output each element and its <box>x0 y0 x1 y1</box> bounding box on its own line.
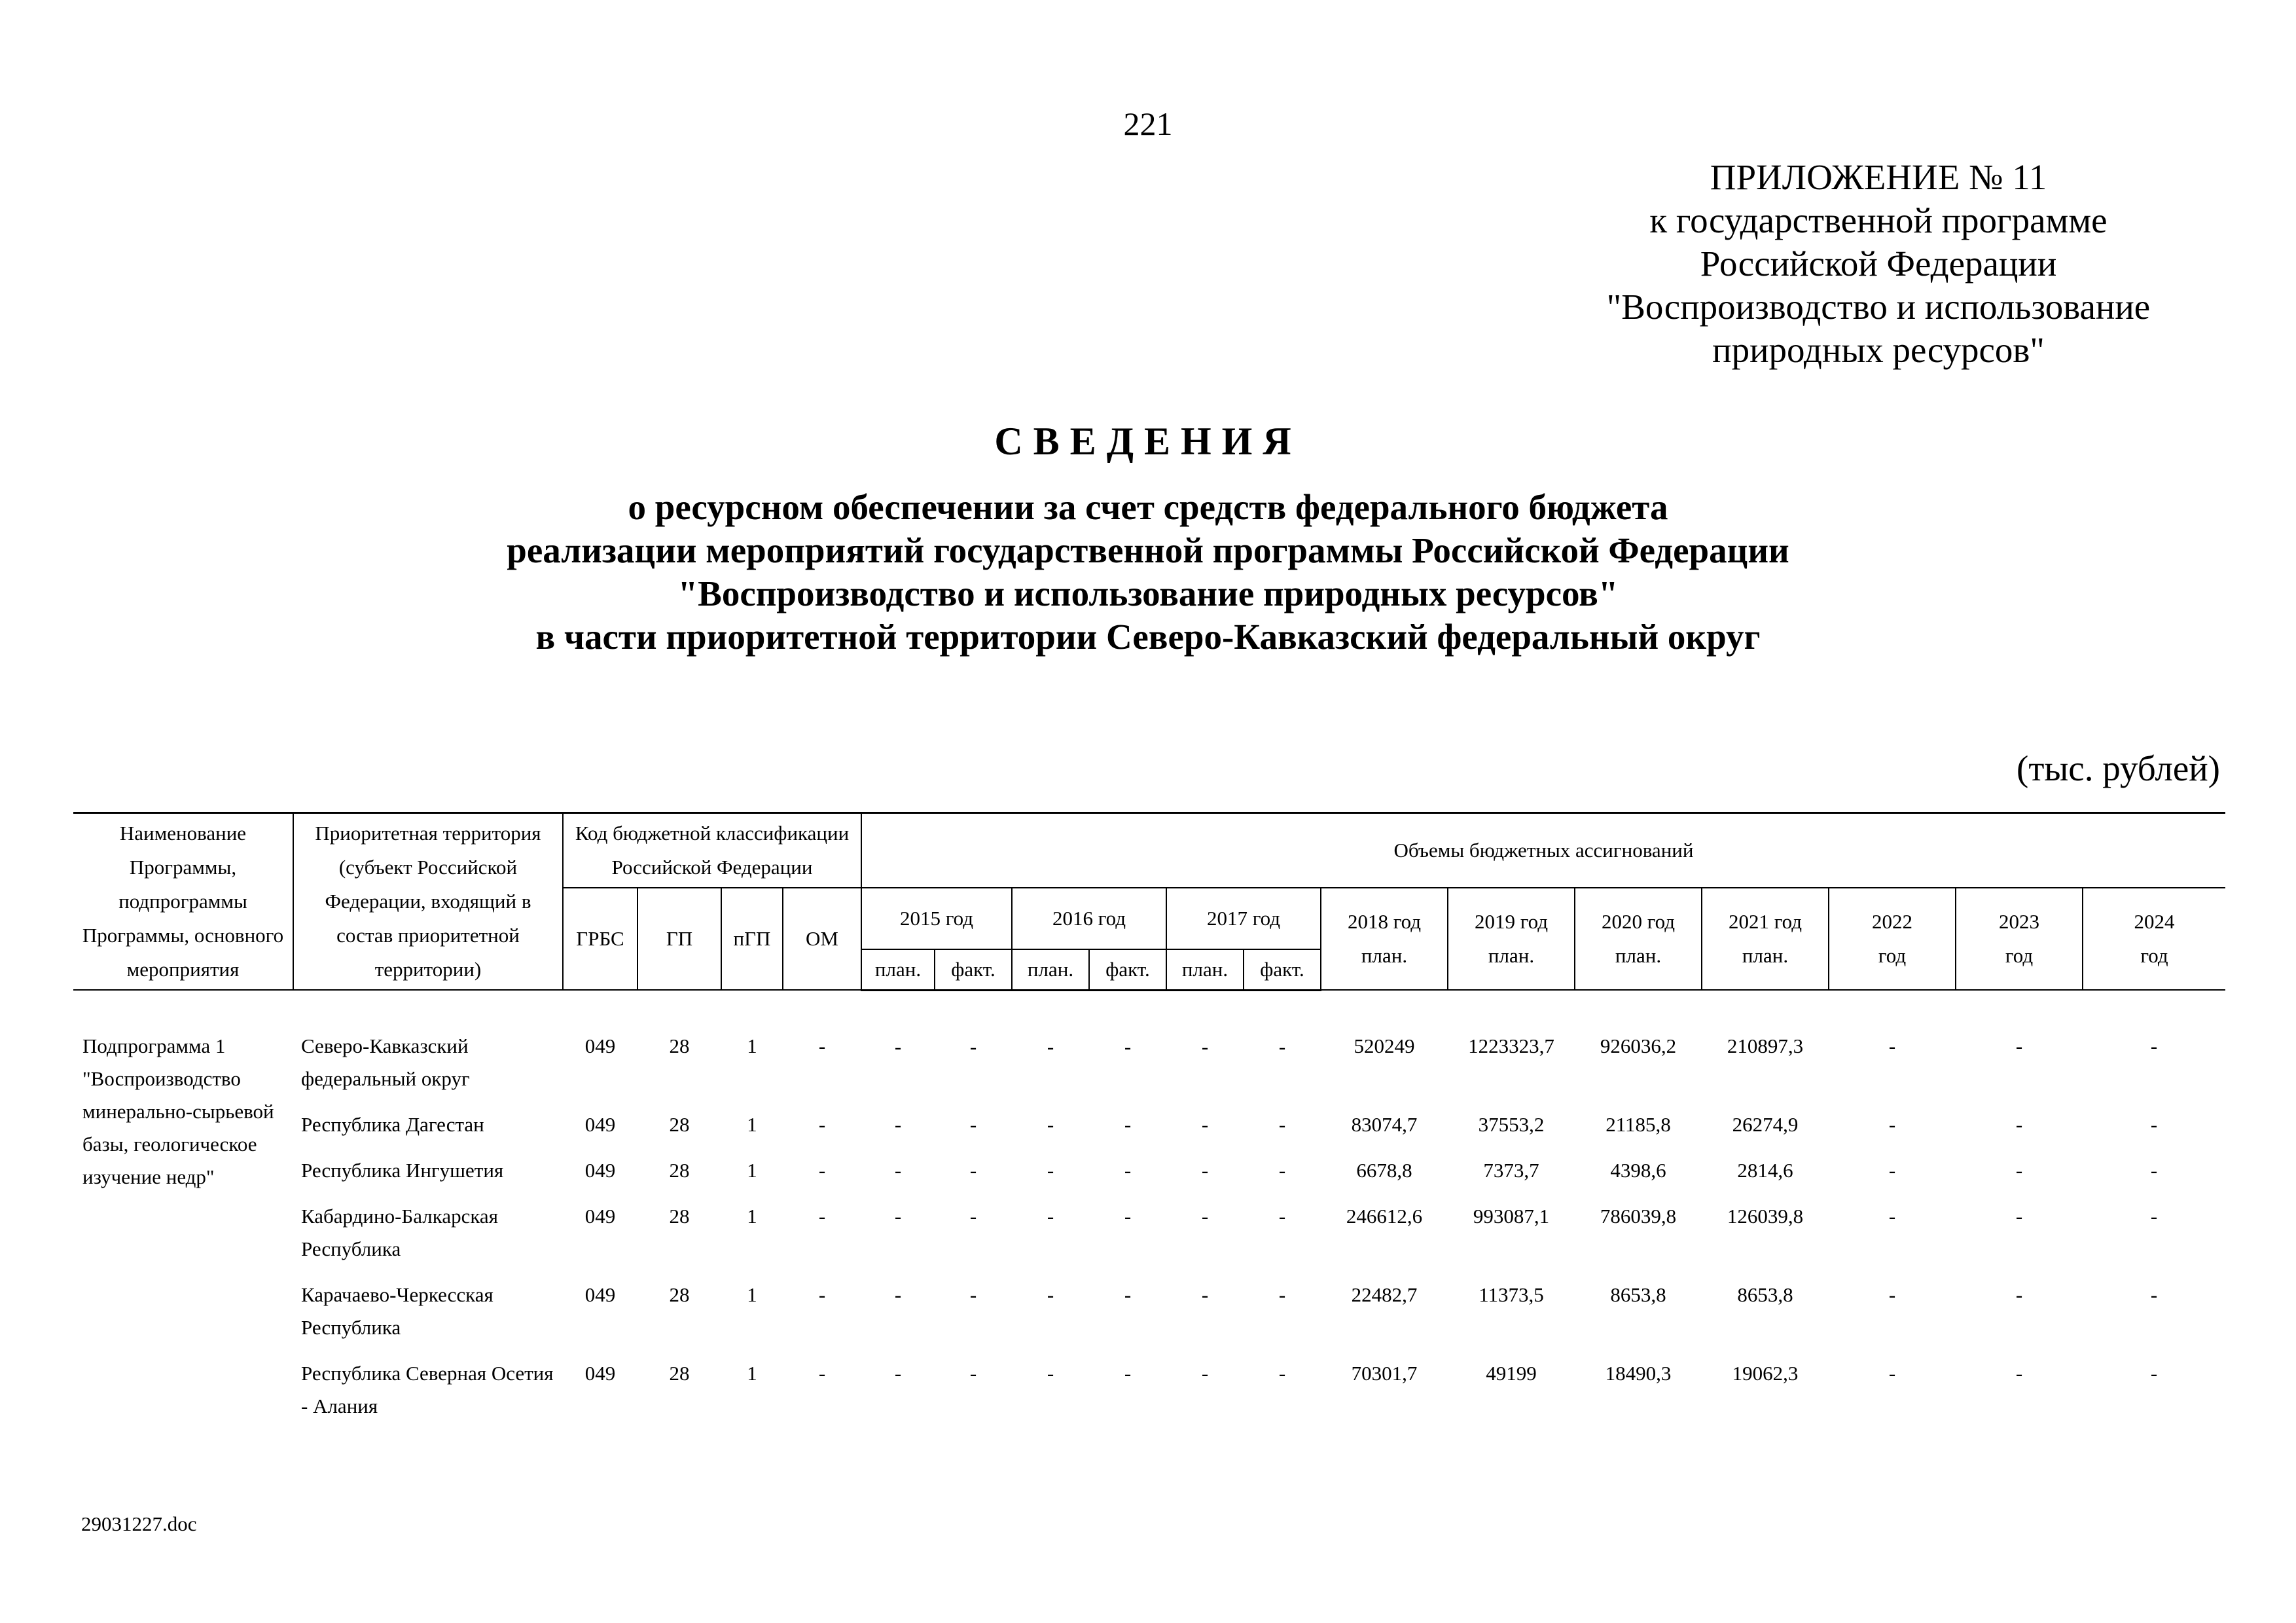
cell-f2017: - <box>1278 1283 1286 1306</box>
cell-p2017: - <box>1201 1159 1209 1182</box>
appendix-line: Российской Федерации <box>1700 244 2057 283</box>
header-grbs: ГРБС <box>563 888 637 990</box>
cell-f2016: - <box>1124 1205 1132 1228</box>
header-2020-plan: план. <box>1615 944 1662 967</box>
cell-f2017: - <box>1278 1362 1286 1385</box>
cell-om: - <box>818 1034 826 1057</box>
subheading-line: "Воспроизводство и использование природных ресурсов" <box>677 574 1619 613</box>
cell-y2019: 11373,5 <box>1479 1283 1544 1306</box>
cell-f2016: - <box>1124 1362 1132 1385</box>
header-2022 <box>1829 888 1956 990</box>
cell-y2018: 22482,7 <box>1351 1283 1418 1306</box>
cell-p2015: - <box>894 1205 902 1228</box>
table-row <box>73 1148 2225 1194</box>
cell-p2017: - <box>1201 1205 1209 1228</box>
header-program: Наименование Программы, подпрограммы Программы, основного мероприятия <box>73 813 293 991</box>
cell-y2019: 993087,1 <box>1473 1205 1550 1228</box>
header-2017: 2017 год <box>1166 888 1321 949</box>
cell-y2019: 1223323,7 <box>1468 1034 1554 1057</box>
header-2018-plan: план. <box>1361 944 1408 967</box>
cell-y2024: - <box>2150 1283 2158 1306</box>
territory-cell: Северо-Кавказский федеральный округ <box>301 1034 470 1090</box>
header-2017-fact: факт. <box>1244 949 1321 991</box>
header-2015: 2015 год <box>861 888 1012 949</box>
cell-grbs: 049 <box>584 1034 616 1057</box>
cell-y2020: 4398,6 <box>1610 1159 1666 1182</box>
header-2023 <box>1956 888 2083 990</box>
header-2023-god: год <box>2005 944 2034 967</box>
cell-f2015: - <box>969 1159 977 1182</box>
cell-f2016: - <box>1124 1034 1132 1058</box>
header-2018 <box>1321 888 1448 990</box>
appendix-line: к государственной программе <box>1649 200 2108 240</box>
header-2021-plan: план. <box>1742 944 1789 967</box>
cell-gp: 28 <box>669 1283 690 1306</box>
cell-y2022: - <box>1888 1113 1896 1136</box>
cell-om: - <box>818 1113 826 1136</box>
header-2016: 2016 год <box>1012 888 1166 949</box>
cell-y2020: 21185,8 <box>1605 1113 1671 1136</box>
cell-y2024: - <box>2150 1205 2158 1228</box>
cell-grbs: 049 <box>584 1205 616 1228</box>
table-body <box>73 990 2225 1429</box>
cell-f2017: - <box>1278 1113 1286 1136</box>
cell-gp: 28 <box>669 1113 690 1136</box>
cell-y2024: - <box>2150 1362 2158 1385</box>
cell-p2016: - <box>1047 1362 1054 1385</box>
header-2020-year: 2020 год <box>1601 910 1676 933</box>
cell-pgp: 1 <box>747 1362 757 1385</box>
cell-p2015: - <box>894 1362 902 1385</box>
cell-y2021: 126039,8 <box>1727 1205 1804 1228</box>
cell-f2017: - <box>1278 1034 1286 1058</box>
cell-y2020: 926036,2 <box>1600 1034 1677 1057</box>
cell-y2023: - <box>2015 1205 2023 1228</box>
header-2019-plan: план. <box>1488 944 1535 967</box>
cell-p2016: - <box>1047 1113 1054 1136</box>
table-row <box>73 1351 2225 1429</box>
cell-y2022: - <box>1888 1159 1896 1182</box>
cell-p2015: - <box>894 1034 902 1058</box>
header-2021-year: 2021 год <box>1728 910 1803 933</box>
cell-y2021: 19062,3 <box>1732 1362 1799 1385</box>
header-gp: ГП <box>637 888 721 990</box>
cell-om: - <box>818 1283 826 1306</box>
subheading-line: в части приоритетной территории Северо-Кавказский федеральный округ <box>535 617 1761 657</box>
cell-gp: 28 <box>669 1159 690 1182</box>
header-2015-fact: факт. <box>935 949 1012 991</box>
cell-p2017: - <box>1201 1362 1209 1385</box>
header-2019 <box>1448 888 1575 990</box>
header-2016-plan: план. <box>1012 949 1089 991</box>
cell-f2016: - <box>1124 1283 1132 1306</box>
cell-y2023: - <box>2015 1159 2023 1182</box>
cell-y2024: - <box>2150 1159 2158 1182</box>
cell-y2022: - <box>1888 1034 1896 1057</box>
header-2024-god: год <box>2140 944 2168 967</box>
territory-cell: Республика Северная Осетия - Алания <box>301 1362 554 1417</box>
subheading-line: о ресурсном обеспечении за счет средств федерального бюджета <box>628 487 1668 527</box>
cell-y2020: 8653,8 <box>1610 1283 1666 1306</box>
cell-y2023: - <box>2015 1283 2023 1306</box>
cell-y2024: - <box>2150 1113 2158 1136</box>
cell-p2016: - <box>1047 1034 1054 1058</box>
header-2020 <box>1575 888 1702 990</box>
cell-grbs: 049 <box>584 1159 616 1182</box>
document-subheading <box>0 486 2296 659</box>
appendix-line: "Воспроизводство и использование <box>1606 287 2151 327</box>
cell-y2022: - <box>1888 1283 1896 1306</box>
cell-grbs: 049 <box>584 1283 616 1306</box>
cell-p2016: - <box>1047 1283 1054 1306</box>
cell-y2020: 18490,3 <box>1605 1362 1672 1385</box>
units-label: (тыс. рублей) <box>2017 748 2220 788</box>
header-2021 <box>1702 888 1829 990</box>
cell-pgp: 1 <box>747 1113 757 1136</box>
document-code: 29031227.doc <box>81 1512 197 1535</box>
cell-pgp: 1 <box>747 1283 757 1306</box>
cell-gp: 28 <box>669 1034 690 1057</box>
program-name-cell: Подпрограмма 1 "Воспроизводство минерально-сырьевой базы, геологическое изучение недр" <box>82 1034 274 1188</box>
cell-y2018: 246612,6 <box>1346 1205 1423 1228</box>
cell-p2015: - <box>894 1159 902 1182</box>
cell-om: - <box>818 1362 826 1385</box>
cell-y2021: 2814,6 <box>1737 1159 1793 1182</box>
cell-y2018: 83074,7 <box>1351 1113 1418 1136</box>
header-territory: Приоритетная территория (субъект Российской Федерации, входящий в состав приоритетной территории) <box>293 813 563 991</box>
cell-y2021: 8653,8 <box>1737 1283 1793 1306</box>
cell-y2023: - <box>2015 1034 2023 1057</box>
page-number: 221 <box>1123 105 1173 142</box>
cell-f2017: - <box>1278 1159 1286 1182</box>
budget-table <box>73 812 2225 1429</box>
cell-f2016: - <box>1124 1159 1132 1182</box>
cell-y2018: 6678,8 <box>1356 1159 1412 1182</box>
header-code: Код бюджетной классификации Российской Федерации <box>563 813 861 888</box>
cell-y2023: - <box>2015 1113 2023 1136</box>
territory-cell: Кабардино-Балкарская Республика <box>301 1205 498 1260</box>
header-2024 <box>2083 888 2225 990</box>
document-heading: СВЕДЕНИЯ <box>994 420 1302 463</box>
header-2022-year: 2022 <box>1872 910 1913 933</box>
territory-cell: Республика Ингушетия <box>301 1159 504 1182</box>
cell-p2016: - <box>1047 1205 1054 1228</box>
cell-pgp: 1 <box>747 1159 757 1182</box>
cell-y2020: 786039,8 <box>1600 1205 1677 1228</box>
cell-pgp: 1 <box>747 1205 757 1228</box>
header-om: ОМ <box>783 888 861 990</box>
cell-y2024: - <box>2150 1034 2158 1057</box>
cell-gp: 28 <box>669 1205 690 1228</box>
table-row <box>73 1272 2225 1351</box>
territory-cell: Карачаево-Черкесская Республика <box>301 1283 493 1339</box>
cell-p2015: - <box>894 1113 902 1136</box>
header-volumes: Объемы бюджетных ассигнований <box>861 813 2225 888</box>
cell-om: - <box>818 1205 826 1228</box>
cell-y2022: - <box>1888 1205 1896 1228</box>
cell-grbs: 049 <box>584 1113 616 1136</box>
cell-f2015: - <box>969 1283 977 1306</box>
cell-f2015: - <box>969 1362 977 1385</box>
cell-p2016: - <box>1047 1159 1054 1182</box>
header-2015-plan: план. <box>861 949 935 991</box>
header-2018-year: 2018 год <box>1347 910 1422 933</box>
cell-f2015: - <box>969 1205 977 1228</box>
appendix-block <box>1584 156 2173 372</box>
table-row <box>73 990 2225 1102</box>
header-2022-god: год <box>1878 944 1907 967</box>
cell-gp: 28 <box>669 1362 690 1385</box>
territory-cell: Республика Дагестан <box>301 1113 484 1136</box>
table-row <box>73 1102 2225 1148</box>
cell-p2015: - <box>894 1283 902 1306</box>
header-2016-fact: факт. <box>1089 949 1166 991</box>
appendix-line: природных ресурсов" <box>1712 330 2045 370</box>
subheading-line: реализации мероприятий государственной программы Российской Федерации <box>507 530 1789 570</box>
cell-y2018: 70301,7 <box>1351 1362 1418 1385</box>
cell-p2017: - <box>1201 1113 1209 1136</box>
cell-om: - <box>818 1159 826 1182</box>
header-2019-year: 2019 год <box>1474 910 1549 933</box>
cell-grbs: 049 <box>584 1362 616 1385</box>
cell-y2019: 49199 <box>1486 1362 1537 1385</box>
cell-y2021: 26274,9 <box>1732 1113 1799 1136</box>
cell-f2016: - <box>1124 1113 1132 1136</box>
cell-y2018: 520249 <box>1354 1034 1415 1057</box>
cell-y2019: 37553,2 <box>1478 1113 1545 1136</box>
table-row <box>73 1194 2225 1272</box>
cell-y2022: - <box>1888 1362 1896 1385</box>
cell-f2015: - <box>969 1113 977 1136</box>
header-2023-year: 2023 <box>1999 910 2040 933</box>
cell-y2019: 7373,7 <box>1483 1159 1539 1182</box>
cell-p2017: - <box>1201 1034 1209 1058</box>
cell-y2023: - <box>2015 1362 2023 1385</box>
header-pgp: пГП <box>721 888 783 990</box>
cell-f2017: - <box>1278 1205 1286 1228</box>
cell-f2015: - <box>969 1034 977 1058</box>
cell-y2021: 210897,3 <box>1727 1034 1804 1057</box>
appendix-title: ПРИЛОЖЕНИЕ № 11 <box>1710 157 2047 197</box>
header-2017-plan: план. <box>1166 949 1244 991</box>
cell-pgp: 1 <box>747 1034 757 1057</box>
cell-p2017: - <box>1201 1283 1209 1306</box>
header-2024-year: 2024 <box>2134 910 2175 933</box>
